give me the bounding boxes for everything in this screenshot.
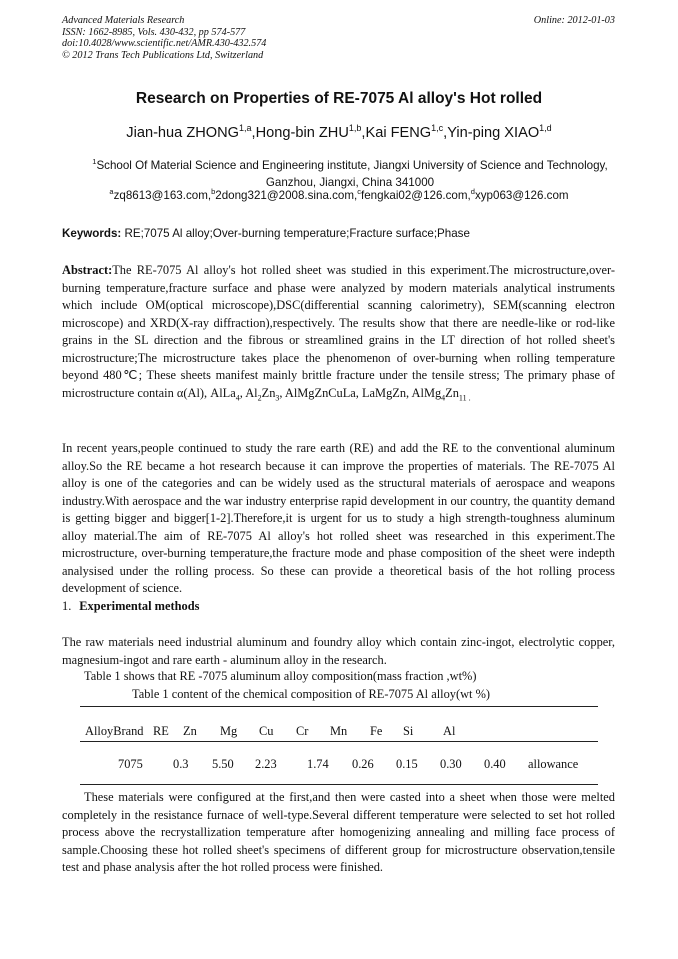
email: $^b$2dong321@2008.sina.com, bbox=[211, 187, 358, 202]
table-cell: 1.74 bbox=[307, 757, 329, 771]
table-intro: Table 1 shows that RE -7075 aluminum alloy composition(mass fraction ,wt%) bbox=[84, 669, 477, 683]
table-cell: 0.40 bbox=[484, 757, 506, 771]
closing-paragraph: These materials were configured at the first,and then were casted into a sheet when those were melted completely in the resistance furnace of well-type.Several different temperature were selected to set hot rolled process above the recrystallization temperature after homogenizing annealing and milling face process of sample.Choosing these hot rolled sheet's specimens of different group for microstructure observation,tensile test and phase analysis after the hot rolled process were finished. bbox=[62, 790, 615, 874]
abstract-text: The RE-7075 Al alloy's hot rolled sheet was studied in this experiment.The microstructure,over-burning temperature,fracture surface and phase were analyzed by modern materials analytical instruments which include OM(optical microscope),DSC(differential scanning calorimetry), SEM(scanning electron microscope) and XRD(X-ray diffraction),respectively. The results show that there are needle-like or rod-like grains in the SL direction and the fibrous or streamlined grains in the LT direction of hot rolled sheet's microstructure;The microstructure takes place the phenomenon of over-burning when rolling temperature beyond 480℃; These sheets manifest mainly brittle fracture under the tensile stress; The primary phase of microstructure contain α(Al), AlLa bbox=[62, 263, 615, 400]
online-date: Online: 2012-01-03 bbox=[533, 15, 615, 26]
table-cell: 2.23 bbox=[255, 757, 277, 771]
author: Yin-ping XIAO$^{1,d}$ bbox=[447, 123, 552, 141]
table-cell: 0.15 bbox=[396, 757, 418, 771]
email: $^a$zq8613@163.com, bbox=[109, 187, 212, 202]
table-header-cell: Cr bbox=[296, 724, 309, 738]
journal-header bbox=[62, 15, 615, 61]
table-cell: 7075 bbox=[118, 757, 143, 771]
affiliation: $^1$School Of Material Science and Engineering institute, Jiangxi University of Science and Technology, Ganzhou, Jiangxi, China 341000 bbox=[92, 157, 608, 189]
table-cell: 0.3 bbox=[173, 757, 189, 771]
paper-title: Research on Properties of RE-7075 Al alloy's Hot rolled bbox=[135, 90, 543, 107]
table-header-cell: Zn bbox=[183, 724, 197, 738]
table-caption: Table 1 content of the chemical composition of RE-7075 Al alloy(wt %) bbox=[132, 687, 491, 701]
table-cell: 5.50 bbox=[212, 757, 234, 771]
abstract: Abstract:The RE-7075 Al alloy's hot rolled sheet was studied in this experiment.The microstructure,over-burning temperature,fracture surface and phase were analyzed by modern materials analytical instruments which include OM(optical microscope),DSC(differential scanning calorimetry), SEM(scanning electron microscope) and XRD(X-ray diffraction),respectively. The results show that there are needle-like or rod-like grains in the SL direction and the fibrous or streamlined grains in the LT direction of hot rolled sheet's microstructure;The microstructure takes place the phenomenon of over-burning when rolling temperature beyond 480℃; These sheets manifest mainly brittle fracture under the tensile stress; The primary phase of microstructure contain α(Al), AlLa$_4$, $Al_2Zn_3$, AlMgZnCuLa, LaMgZn, $AlMg_4Zn_{11 .}$ bbox=[62, 263, 615, 402]
table-header-cell: Fe bbox=[370, 724, 383, 738]
issn-line: ISSN: 1662-8985, Vols. 430-432, pp 574-577 bbox=[62, 26, 246, 38]
table-mid-rule bbox=[80, 741, 598, 742]
keywords bbox=[62, 227, 615, 240]
abstract-label: Abstract: bbox=[62, 263, 113, 277]
raw-materials-paragraph: The raw materials need industrial aluminum and foundry alloy which contain zinc-ingot, electrolytic copper, magnesium-ingot and rare earth - aluminum alloy in the research. bbox=[62, 635, 615, 667]
table-cell: 0.30 bbox=[440, 757, 462, 771]
copyright-line: © 2012 Trans Tech Publications Ltd, Switzerland bbox=[62, 49, 264, 61]
journal-name: Advanced Materials Research bbox=[62, 15, 185, 26]
table-header-cell: Al bbox=[443, 724, 456, 738]
email: $^c$fengkai02@126.com, bbox=[357, 187, 471, 202]
introduction-paragraph: In recent years,people continued to study the rare earth (RE) and add the RE to the conventional aluminum alloy.So the RE became a hot research because it can improve the properties of materials. The RE-7075 Al alloy is one of the categories and can be widely used as the structural materials of aerospace and weapons industry.With aerospace and the war industry enterprise rapid development in our country, the quantity demand is getting bigger and bigger[1-2].Therefore,it is urgent for us to study a high strength-toughness aluminum alloy material.The aim of RE-7075 Al alloy's hot rolled sheet was researched in this experiment.The microstructure, over-burning temperature,the fracture mode and phase composition of the sheet were indepth analysised under the rolling process. So these can provide a theoretical basis of the hot rolling process development of science. bbox=[62, 441, 615, 595]
author: Kai FENG$^{1,c}$, bbox=[365, 123, 448, 141]
table-top-rule bbox=[80, 706, 598, 707]
table-header-cell: Mg bbox=[220, 724, 238, 738]
table-header-cell: AlloyBrand bbox=[85, 724, 144, 738]
author: Jian-hua ZHONG$^{1,a}$, bbox=[126, 123, 256, 141]
table-header-cell: RE bbox=[153, 724, 169, 738]
keywords-label: Keywords: bbox=[62, 227, 122, 240]
table-cell: 0.26 bbox=[352, 757, 374, 771]
author: Hong-bin ZHU$^{1,b}$, bbox=[255, 123, 366, 141]
email: $^d$xyp063@126.com bbox=[470, 187, 569, 202]
table-bottom-rule bbox=[80, 784, 598, 785]
table-header-cell: Si bbox=[403, 724, 414, 738]
doi-line: doi:10.4028/www.scientific.net/AMR.430-432.574 bbox=[62, 38, 267, 50]
author-list bbox=[0, 123, 678, 141]
email-list bbox=[0, 187, 678, 202]
table-cell: allowance bbox=[528, 757, 579, 771]
table-header-cell: Mn bbox=[330, 724, 348, 738]
table-header-cell: Cu bbox=[259, 724, 274, 738]
keywords-text: RE;7075 Al alloy;Over-burning temperature;Fracture surface;Phase bbox=[121, 227, 470, 240]
section-heading: 1. Experimental methods bbox=[62, 599, 200, 613]
